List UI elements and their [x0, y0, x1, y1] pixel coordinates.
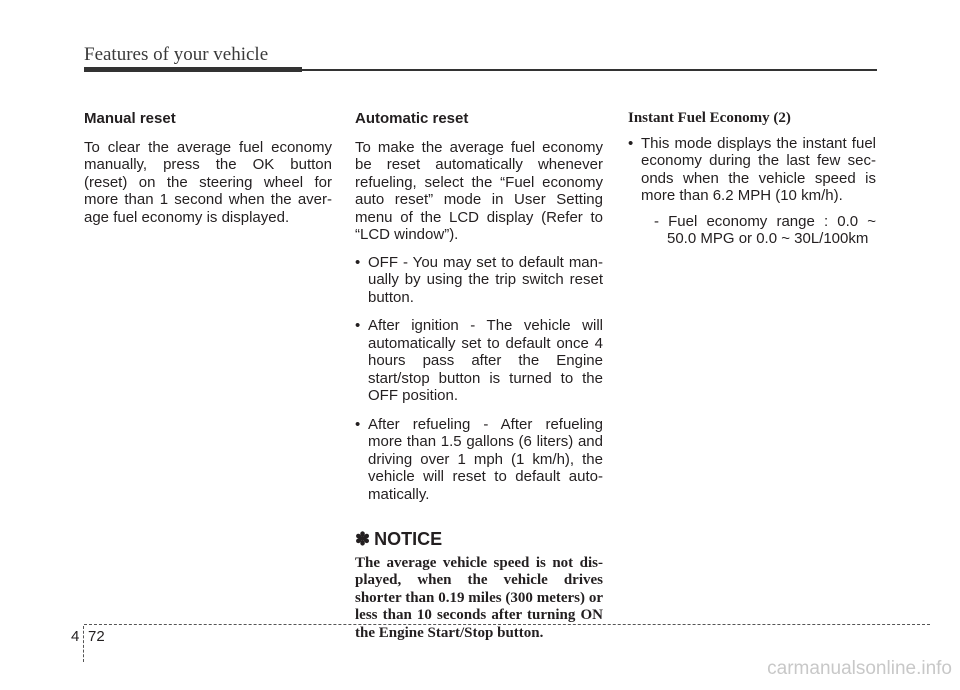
- notice-body: The average vehicle speed is not dis-played, when the vehicle drives shorter than 0.19 miles (300 meters) or less than 10 seconds after turning ON the Engine Start/Stop button.: [355, 554, 603, 641]
- notice-star-icon: ✽: [355, 529, 371, 549]
- option-off-text: OFF - You may set to default man-ually by using the trip switch reset button.: [368, 253, 603, 306]
- automatic-reset-options: [355, 254, 603, 504]
- list-item: [355, 416, 603, 504]
- watermark-text: carmanualsonline.info: [767, 658, 952, 679]
- fuel-economy-range: - Fuel economy range : 0.0 ~ 50.0 MPG or 0.0 ~ 30L/100km: [654, 212, 876, 247]
- header-rule-thin: [302, 69, 877, 71]
- page-header-title: Features of your vehicle: [84, 44, 269, 65]
- instant-fuel-economy-list: [628, 135, 876, 248]
- bullet-dot-icon: •: [355, 317, 361, 334]
- column-automatic-reset: [355, 110, 603, 642]
- option-after-refueling-text: After refueling - After refueling more than 1.5 gallons (6 liters) and driving over 1 mph (1 km/h), the vehicle will reset to default auto-matically.: [368, 415, 603, 503]
- list-item: [628, 135, 876, 248]
- column-instant-fuel-economy: [628, 110, 876, 248]
- list-item: [355, 254, 603, 307]
- automatic-reset-heading: Automatic reset: [355, 110, 469, 127]
- option-after-ignition-text: After ignition - The vehicle will automatically set to default once 4 hours pass after the Engine start/stop button is turned to the OFF position.: [368, 317, 603, 404]
- bullet-dot-icon: •: [355, 253, 361, 271]
- notice-title: NOTICE: [374, 529, 443, 549]
- instant-fuel-economy-description: This mode displays the instant fuel economy during the last few sec-onds when the vehicle speed is more than 6.2 MPH (10 km/h).: [641, 134, 876, 204]
- page-number: 72: [88, 628, 105, 645]
- bullet-dot-icon: •: [628, 134, 634, 152]
- automatic-reset-paragraph: To make the average fuel economy be reset automatically whenever refueling, select the “Fuel economy auto reset” mode in User Setting menu of the LCD display (Refer to “LCD window”).: [355, 138, 603, 243]
- manual-reset-paragraph: To clear the average fuel economy manually, press the OK button (reset) on the steering wheel for more than 1 second when the aver-age fuel economy is displayed.: [84, 138, 332, 226]
- column-manual-reset: [84, 110, 332, 226]
- manual-reset-heading: Manual reset: [84, 110, 176, 127]
- chapter-number: 4: [71, 628, 80, 645]
- bullet-dot-icon: •: [355, 415, 361, 433]
- header-rule-thick: [84, 67, 302, 72]
- page-number-separator: [83, 626, 84, 662]
- list-item: [355, 317, 603, 405]
- instant-fuel-economy-heading: Instant Fuel Economy (2): [628, 110, 791, 126]
- footer-dashed-rule: [84, 624, 930, 625]
- notice-heading: [355, 531, 603, 549]
